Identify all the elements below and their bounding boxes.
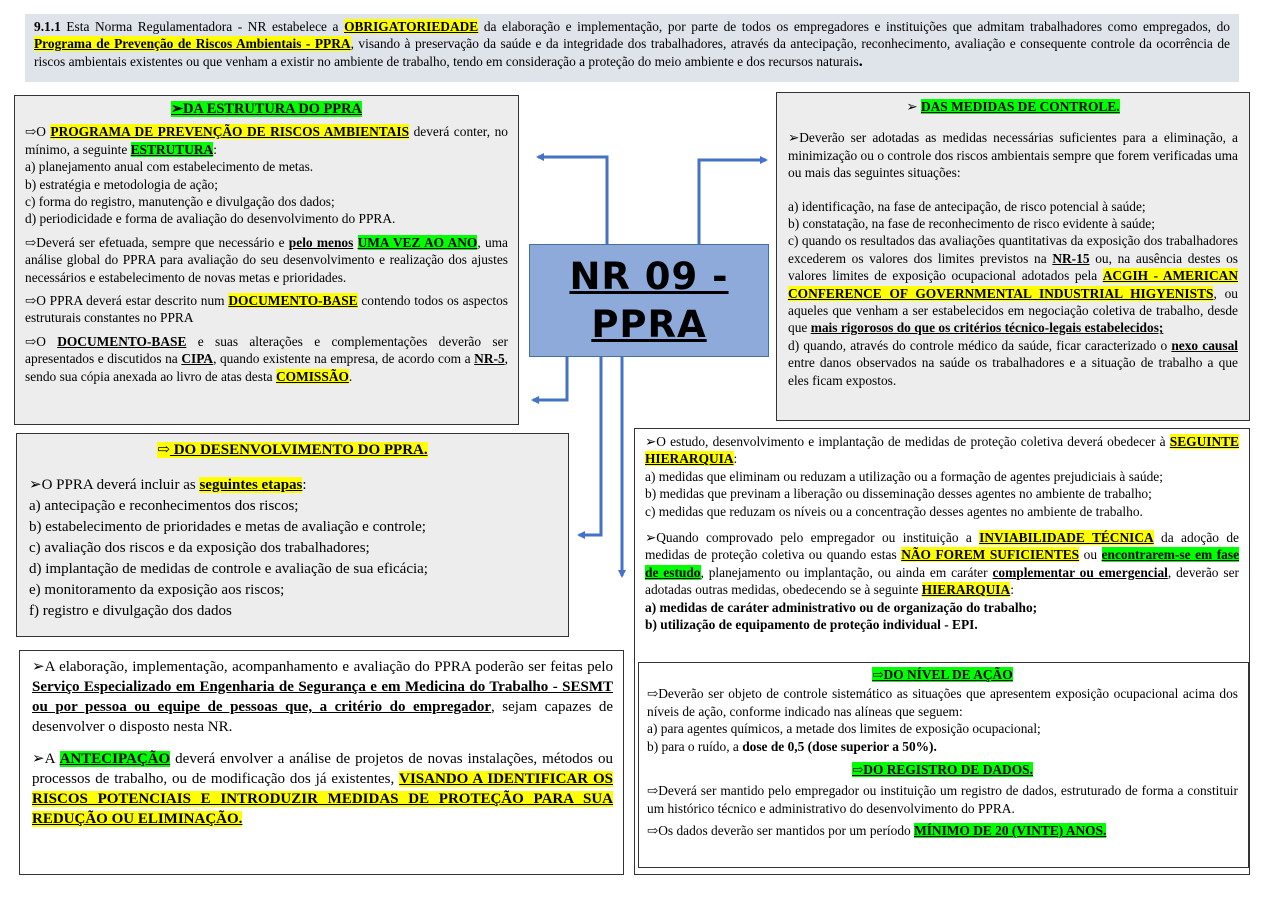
hierarquia-p2-pre: ➢Quando comprovado pelo empregador ou instituição a: [645, 530, 980, 546]
estrutura-item: a) planejamento anual com estabelecimento de metas.: [25, 159, 314, 175]
sesmt-p1-end: , sejam capazes de desenvolver o disposto nesta NR.: [32, 699, 613, 735]
sesmt-bold: Serviço Especializado em Engenharia de Segurança e em Medicina do Trabalho - SESMT ou por pessoa ou equipe de pessoas que, a critério do empregador: [32, 679, 613, 715]
intro-text-2: da elaboração e implementação, por parte de todos os empregadores e instituições que admitam trabalhadores como empregados, do: [478, 19, 1230, 34]
nao-forem-suficientes-highlight: NÃO FOREM SUFICIENTES: [901, 547, 1080, 563]
intro-number: 9.1.1: [34, 19, 61, 34]
estrutura-p1-end: :: [213, 141, 217, 157]
documento-base-bold: DOCUMENTO-BASE: [57, 333, 187, 349]
mais-rigorosos: mais rigorosos do que os critérios técnico-legais estabelecidos;: [810, 320, 1164, 336]
complementar-emergencial: complementar ou emergencial: [992, 564, 1168, 580]
arrow-to-medidas: [699, 160, 766, 244]
nivel-p3-pre: ⇨Os dados deverão ser mantidos por um período: [647, 823, 915, 839]
estrutura-item: d) periodicidade e forma de avaliação do desenvolvimento do PPRA.: [25, 211, 396, 227]
sesmt-antecipacao-box: [19, 650, 624, 875]
cipa: CIPA: [181, 351, 214, 367]
hierarquia-highlight: HIERARQUIA: [921, 582, 1011, 598]
hierarquia-p1-pre: ➢O estudo, desenvolvimento e implantação de medidas de proteção coletiva deverá obedecer à: [645, 434, 1170, 449]
hierarquia-p1-end: :: [733, 451, 738, 467]
dose-bold: dose de 0,5 (dose superior a 50%).: [742, 738, 937, 754]
nivel-acao-box: [638, 662, 1249, 868]
medidas-p1: ➢Deverão ser adotadas as medidas necessárias suficientes para a eliminação, a minimização ou o controle dos riscos ambientais sempre que forem verificadas uma ou mais das seguintes situações:: [788, 130, 1238, 181]
hierarquia-item: a) medidas que eliminam ou reduzam a utilização ou a formação de agentes prejudiciais à saúde;: [645, 468, 1163, 484]
medidas-c-mid: ou, na ausência destes os valores limites de exposição ocupacional adotados pela: [788, 250, 1239, 284]
estrutura-p3-end: contendo todos os aspectos estruturais constantes no PPRA: [25, 293, 509, 326]
sesmt-p1-pre: ➢A elaboração, implementação, acompanhamento e avaliação do PPRA poderão ser feitas pelo: [32, 659, 613, 675]
sesmt-p2-mid: deverá envolver a análise de projetos de novas instalações, métodos ou processos de trabalho, ou de modificação dos já existentes,: [32, 751, 614, 787]
hierarquia-item: c) medidas que reduzam os níveis ou a concentração desses agentes no ambiente de trabalho.: [645, 503, 1143, 519]
estrutura-p1-mid: deverá conter, no mínimo, a seguinte: [25, 124, 508, 157]
hierarquia-item: b) medidas que previnam a liberação ou disseminação desses agentes no ambiente de trabalho;: [645, 486, 1152, 502]
estrutura-p3-pre: ⇨O PPRA deverá estar descrito num: [25, 293, 229, 309]
center-title-line1: NR 09 -: [569, 255, 729, 298]
uma-vez-ao-ano-highlight: UMA VEZ AO ANO: [357, 234, 478, 250]
center-title-line2: PPRA: [591, 303, 707, 346]
intro-text-3: , visando à preservação da saúde e da integridade dos trabalhadores, através da antecipação, reconhecimento, avaliação e consequente controle da ocorrência de riscos ambientais existentes ou que venham a existir no ambiente de trabalho, tendo em consideração a proteção do meio ambiente e dos recursos naturais: [34, 36, 1231, 69]
arrow-to-estrutura-lower: [533, 357, 567, 400]
estrutura-p1-pre: ⇨O: [25, 124, 51, 140]
estrutura-item: b) estratégia e metodologia de ação;: [25, 176, 218, 192]
estrutura-p4-mid: e suas alterações e complementações deverão ser apresentados e discutidos na: [25, 333, 508, 367]
comissao-highlight: COMISSÃO: [275, 368, 349, 384]
intro-highlight-obrigatoriedade: OBRIGATORIEDADE: [344, 19, 479, 34]
desenv-item: d) implantação de medidas de controle e avaliação de sua eficácia;: [29, 561, 428, 577]
estrutura-highlight: ESTRUTURA: [130, 141, 214, 157]
hierarquia-p2-m2: ou: [1079, 547, 1102, 563]
desenv-item: e) monitoramento da exposição aos riscos;: [29, 582, 285, 598]
inviabilidade-tecnica-highlight: INVIABILIDADE TÉCNICA: [979, 530, 1154, 546]
desenvolvimento-title: DO DESENVOLVIMENTO DO PPRA.: [169, 442, 428, 458]
desenv-item: f) registro e divulgação dos dados: [29, 603, 232, 619]
nr-15: NR-15: [1052, 250, 1090, 266]
estrutura-title: ➢DA ESTRUTURA DO PPRA: [171, 101, 362, 117]
estrutura-p4-mid2: , quando existente na empresa, de acordo com a: [213, 351, 475, 367]
hierarquia-p2-m4: , deverão ser adotadas outras medidas, obedecendo se à seguinte: [645, 564, 1239, 598]
nr-5: NR-5: [474, 351, 505, 367]
medidas-title: DAS MEDIDAS DE CONTROLE.: [920, 99, 1120, 114]
medidas-controle-box: [776, 92, 1250, 421]
hierarquia-bold-a: a) medidas de caráter administrativo ou de organização do trabalho;: [645, 599, 1038, 615]
medidas-item-a: a) identificação, na fase de antecipação, de risco potencial à saúde;: [788, 198, 1146, 214]
estrutura-ppra-highlight: PROGRAMA DE PREVENÇÃO DE RISCOS AMBIENTAIS: [50, 124, 410, 140]
intro-end: .: [858, 52, 863, 70]
minimo-20-anos-highlight: MÍNIMO DE 20 (VINTE) ANOS.: [914, 823, 1107, 839]
documento-base-highlight: DOCUMENTO-BASE: [228, 293, 358, 309]
seguintes-etapas-highlight: seguintes etapas: [199, 477, 303, 493]
desenv-intro-end: :: [302, 477, 307, 493]
arrow-to-desenvolvimento: [579, 357, 601, 535]
nexo-causal: nexo causal: [1171, 337, 1238, 353]
nivel-p1: ⇨Deverão ser objeto de controle sistemático as situações que apresentem exposição ocupacional acima dos níveis de ação, conforme indicado nas alíneas que seguem:: [647, 686, 1238, 719]
estrutura-p2-end: , uma análise global do PPRA para avaliação do seu desenvolvimento e realização dos ajustes necessários e estabelecimento de novas metas e prioridades.: [25, 234, 509, 285]
medidas-d-pre: d) quando, através do controle médico da saúde, ficar caracterizado o: [788, 337, 1172, 353]
medidas-c-pre: c) quando os resultados das avaliações quantitativas da exposição dos trabalhadores excederem os valores dos limites previstos na: [788, 233, 1238, 266]
intro-text-1: Esta Norma Regulamentadora - NR estabelece a: [60, 19, 345, 34]
desenv-item: b) estabelecimento de prioridades e metas de avaliação e controle;: [29, 519, 426, 535]
medidas-item-b: b) constatação, na fase de reconhecimento de risco evidente à saúde;: [788, 216, 1155, 232]
intro-highlight-ppra: Programa de Prevenção de Riscos Ambientais - PPRA: [34, 36, 351, 52]
visando-identificar-highlight: VISANDO A IDENTIFICAR OS RISCOS POTENCIAIS E INTRODUZIR MEDIDAS DE PROTEÇÃO PARA SUA REDUÇÃO OU ELIMINAÇÃO.: [32, 771, 613, 827]
hierarquia-bold-b: b) utilização de equipamento de proteção individual - EPI.: [645, 617, 978, 633]
medidas-c-mid2: , ou aqueles que venham a ser estabelecidos em negociação coletiva de trabalho, desde que: [788, 285, 1238, 336]
arrow-to-estrutura: [538, 157, 607, 244]
desenv-item: c) avaliação dos riscos e da exposição dos trabalhadores;: [29, 540, 370, 556]
registro-dados-title: ⇨DO REGISTRO DE DADOS.: [852, 762, 1033, 778]
acgih-highlight: ACGIH - AMERICAN CONFERENCE OF GOVERNMENTAL INDUSTRIAL HIGYENISTS: [788, 268, 1239, 301]
desenvolvimento-box: [16, 433, 569, 637]
medidas-d-end: entre danos observados na saúde os trabalhadores e a situação de trabalho a que eles ficam expostos.: [788, 355, 1238, 388]
medidas-title-icon: ➢: [906, 99, 921, 114]
estrutura-p4-end: .: [348, 368, 353, 384]
desenv-item: a) antecipação e reconhecimentos dos riscos;: [29, 498, 299, 514]
estrutura-p4-pre: ⇨O: [25, 333, 58, 349]
pelo-menos: pelo menos: [288, 234, 354, 250]
hierarquia-p2-m3: , planejamento ou implantação, ou ainda em caráter: [700, 564, 993, 580]
estrutura-p4-mid3: , sendo sua cópia anexada ao livro de atas desta: [25, 351, 509, 384]
fase-de-estudo-highlight: encontrarem-se em fase de estudo: [645, 547, 1240, 580]
sesmt-p2-pre: ➢A: [32, 751, 60, 767]
desenv-intro-pre: ➢O PPRA deverá incluir as: [29, 477, 200, 493]
estrutura-p2-pre: ⇨Deverá ser efetuada, sempre que necessário e: [25, 234, 289, 250]
nivel-acao-title: ⇨DO NÍVEL DE AÇÃO: [872, 667, 1013, 682]
desenvolvimento-title-icon: ⇨: [157, 442, 170, 458]
nivel-p2: ⇨Deverá ser mantido pelo empregador ou instituição um registro de dados, estruturado de forma a constituir um histórico técnico e administrativo do desenvolvimento do PPRA.: [647, 783, 1238, 816]
antecipacao-highlight: ANTECIPAÇÃO: [59, 751, 171, 767]
estrutura-item: c) forma do registro, manutenção e divulgação dos dados;: [25, 194, 335, 210]
seguinte-hierarquia-highlight: SEGUINTE HIERARQUIA: [645, 434, 1239, 467]
nivel-item-a: a) para agentes químicos, a metade dos limites de exposição ocupacional;: [647, 721, 1041, 737]
hierarquia-p2-end: :: [1010, 582, 1014, 598]
hierarquia-p2-m1: da adoção de medidas de proteção coletiva ou quando estas: [645, 530, 1239, 563]
nivel-b-pre: b) para o ruído, a: [647, 738, 743, 754]
